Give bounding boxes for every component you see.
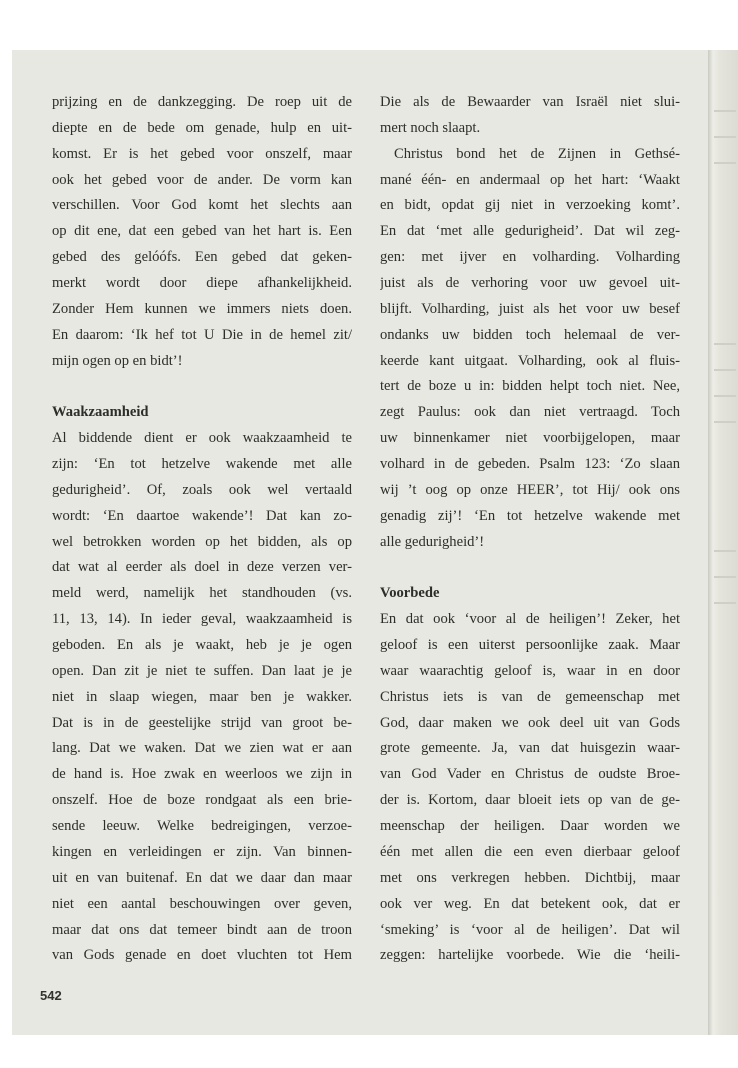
- text-line: één met allen die een even dierbaar geloof: [380, 843, 680, 860]
- paragraph-gap: [52, 374, 352, 400]
- page-number: 542: [40, 988, 62, 1003]
- text-line: grote gemeente. Ja, van dat huisgezin waar-: [380, 740, 680, 757]
- text-line: niet in slaap wiegen, maar ben je wakker.: [52, 688, 352, 705]
- text-line: ook ver weg. En dat betekent ook, dat er: [380, 895, 680, 912]
- text-line: genadig zij’! ‘En tot hetzelve wakende met: [380, 507, 680, 524]
- text-line: En daarom: ‘Ik hef tot U Die in de hemel zit/: [52, 326, 352, 343]
- text-line: sende leeuw. Welke bedreigingen, verzoe-: [52, 818, 352, 835]
- text-line: Christus iets is van de gemeenschap met: [380, 688, 680, 705]
- text-line: mané één- en andermaal op het hart: ‘Waakt: [380, 171, 680, 188]
- text-line: wordt: ‘En daartoe wakende’! Dat kan zo-: [52, 507, 352, 524]
- text-line: waar waarachtig geloof is, waar in en door: [380, 662, 680, 679]
- section-heading-voorbede: Voorbede: [380, 585, 440, 602]
- text-line: uit en van buitenaf. En dat we daar dan maar: [52, 869, 352, 886]
- text-line: Die als de Bewaarder van Israël niet slui-: [380, 94, 680, 110]
- text-line: verschillen. Voor God komt het slechts aan: [52, 197, 352, 214]
- text-line: wel betrokken worden op het bidden, als op: [52, 533, 352, 550]
- text-line: lang. Dat we waken. Dat we zien wat er aan: [52, 740, 352, 757]
- text-line: prijzing en de dankzegging. De roep uit de: [52, 94, 352, 110]
- text-line: mijn ogen op en bidt’!: [52, 352, 183, 369]
- right-column: [380, 90, 680, 969]
- text-line: ‘smeking’ is ‘voor al de heiligen’. Dat wil: [380, 921, 680, 938]
- text-line: tert de boze u in: bidden helpt toch niet. Nee,: [380, 378, 680, 395]
- text-line: ook het gebed voor de ander. De vorm kan: [52, 171, 352, 188]
- text-line: geboden. En als je waakt, heb je je ogen: [52, 637, 352, 654]
- text-line: onszelf. Hoe de boze rondgaat als een brie-: [52, 792, 352, 809]
- text-line: op dit ene, dat een gebed van het hart is. Een: [52, 223, 352, 240]
- text-line: niet een aantal beschouwingen over geven,: [52, 895, 352, 912]
- text-line: van God Vader en Christus de oudste Broe-: [380, 766, 680, 783]
- text-line: En dat ook ‘voor al de heiligen’! Zeker, het: [380, 611, 680, 628]
- text-line: open. Dan zit je niet te suffen. Dan laat je je: [52, 662, 352, 679]
- book-page: [12, 50, 708, 1035]
- text-line: uw binnenkamer niet voorbijgelopen, maar: [380, 430, 680, 447]
- text-line: meld werd, namelijk het standhouden (vs.: [52, 585, 352, 602]
- text-line: met ons verkregen hebben. Dichtbij, maar: [380, 869, 680, 886]
- text-line: en bidt, opdat gij niet in verzoeking komt’.: [380, 197, 680, 214]
- text-line: Christus bond het de Zijnen in Gethsé-: [394, 145, 680, 162]
- text-line: mert noch slaapt.: [380, 119, 481, 136]
- text-line: Al biddende dient er ook waakzaamheid te: [52, 430, 352, 447]
- text-line: blijft. Volharding, juist als het voor uw besef: [380, 300, 680, 317]
- text-line: diepte en de bede om genade, hulp en uit-: [52, 119, 352, 136]
- section-heading-waakzaamheid: Waakzaamheid: [52, 404, 149, 421]
- text-line: Dat is in de geestelijke strijd van groot be-: [52, 714, 352, 731]
- text-line: keerde kant uitgaat. Volharding, ook al fluis-: [380, 352, 680, 369]
- text-line: volhard in de gebeden. Psalm 123: ‘Zo slaan: [380, 456, 680, 473]
- text-line: der is. Kortom, daar bloeit iets op van de ge-: [380, 792, 680, 809]
- text-line: geloof is een uiterst persoonlijke zaak. Maar: [380, 637, 680, 654]
- text-line: juist als de verhoring voor uw gevoel uit-: [380, 275, 680, 292]
- text-line: zegt Paulus: ook dan niet vertraagd. Toch: [380, 404, 680, 421]
- text-line: God, daar maken we ook deel uit van Gods: [380, 714, 680, 731]
- text-line: gedurigheid’. Of, zoals ook wel vertaald: [52, 481, 352, 498]
- text-line: kingen en verleidingen er zijn. Van binnen-: [52, 843, 352, 860]
- text-line: wij ’t oog op onze HEER’, tot Hij/ ook ons: [380, 481, 680, 498]
- text-line: En dat ‘met alle gedurigheid’. Dat wil zeg-: [380, 223, 680, 240]
- text-line: alle gedurigheid’!: [380, 533, 485, 550]
- text-line: Zonder Hem kunnen we immers niets doen.: [52, 300, 352, 317]
- text-line: de hand is. Hoe zwak en weerloos we zijn in: [52, 766, 352, 783]
- text-line: ondanks uw bidden toch helemaal de ver-: [380, 326, 680, 343]
- left-column: [52, 90, 352, 969]
- text-line: meenschap der heiligen. Daar worden we: [380, 818, 680, 835]
- text-line: merkt wordt door diepe afhankelijkheid.: [52, 275, 352, 292]
- text-line: zeggen: hartelijke voorbede. Wie die ‘heili-: [380, 947, 680, 964]
- text-line: maar dat ons dat temeer bindt aan de troon: [52, 921, 352, 938]
- text-line: gen: met ijver en volharding. Volharding: [380, 249, 680, 266]
- text-line: dat wat al eerder als doel in deze verzen ver-: [52, 559, 352, 576]
- text-line: 11, 13, 14). In ieder geval, waakzaamheid is: [52, 611, 352, 628]
- text-line: gebed des gelóófs. Een gebed dat geken-: [52, 249, 352, 266]
- paragraph-gap: [380, 555, 680, 581]
- text-line: zijn: ‘En tot hetzelve wakende met alle: [52, 456, 352, 473]
- facing-page-edge: [708, 50, 738, 1035]
- text-line: komst. Er is het gebed voor onszelf, maar: [52, 145, 352, 162]
- text-line: van Gods genade en doet vluchten tot Hem: [52, 947, 352, 964]
